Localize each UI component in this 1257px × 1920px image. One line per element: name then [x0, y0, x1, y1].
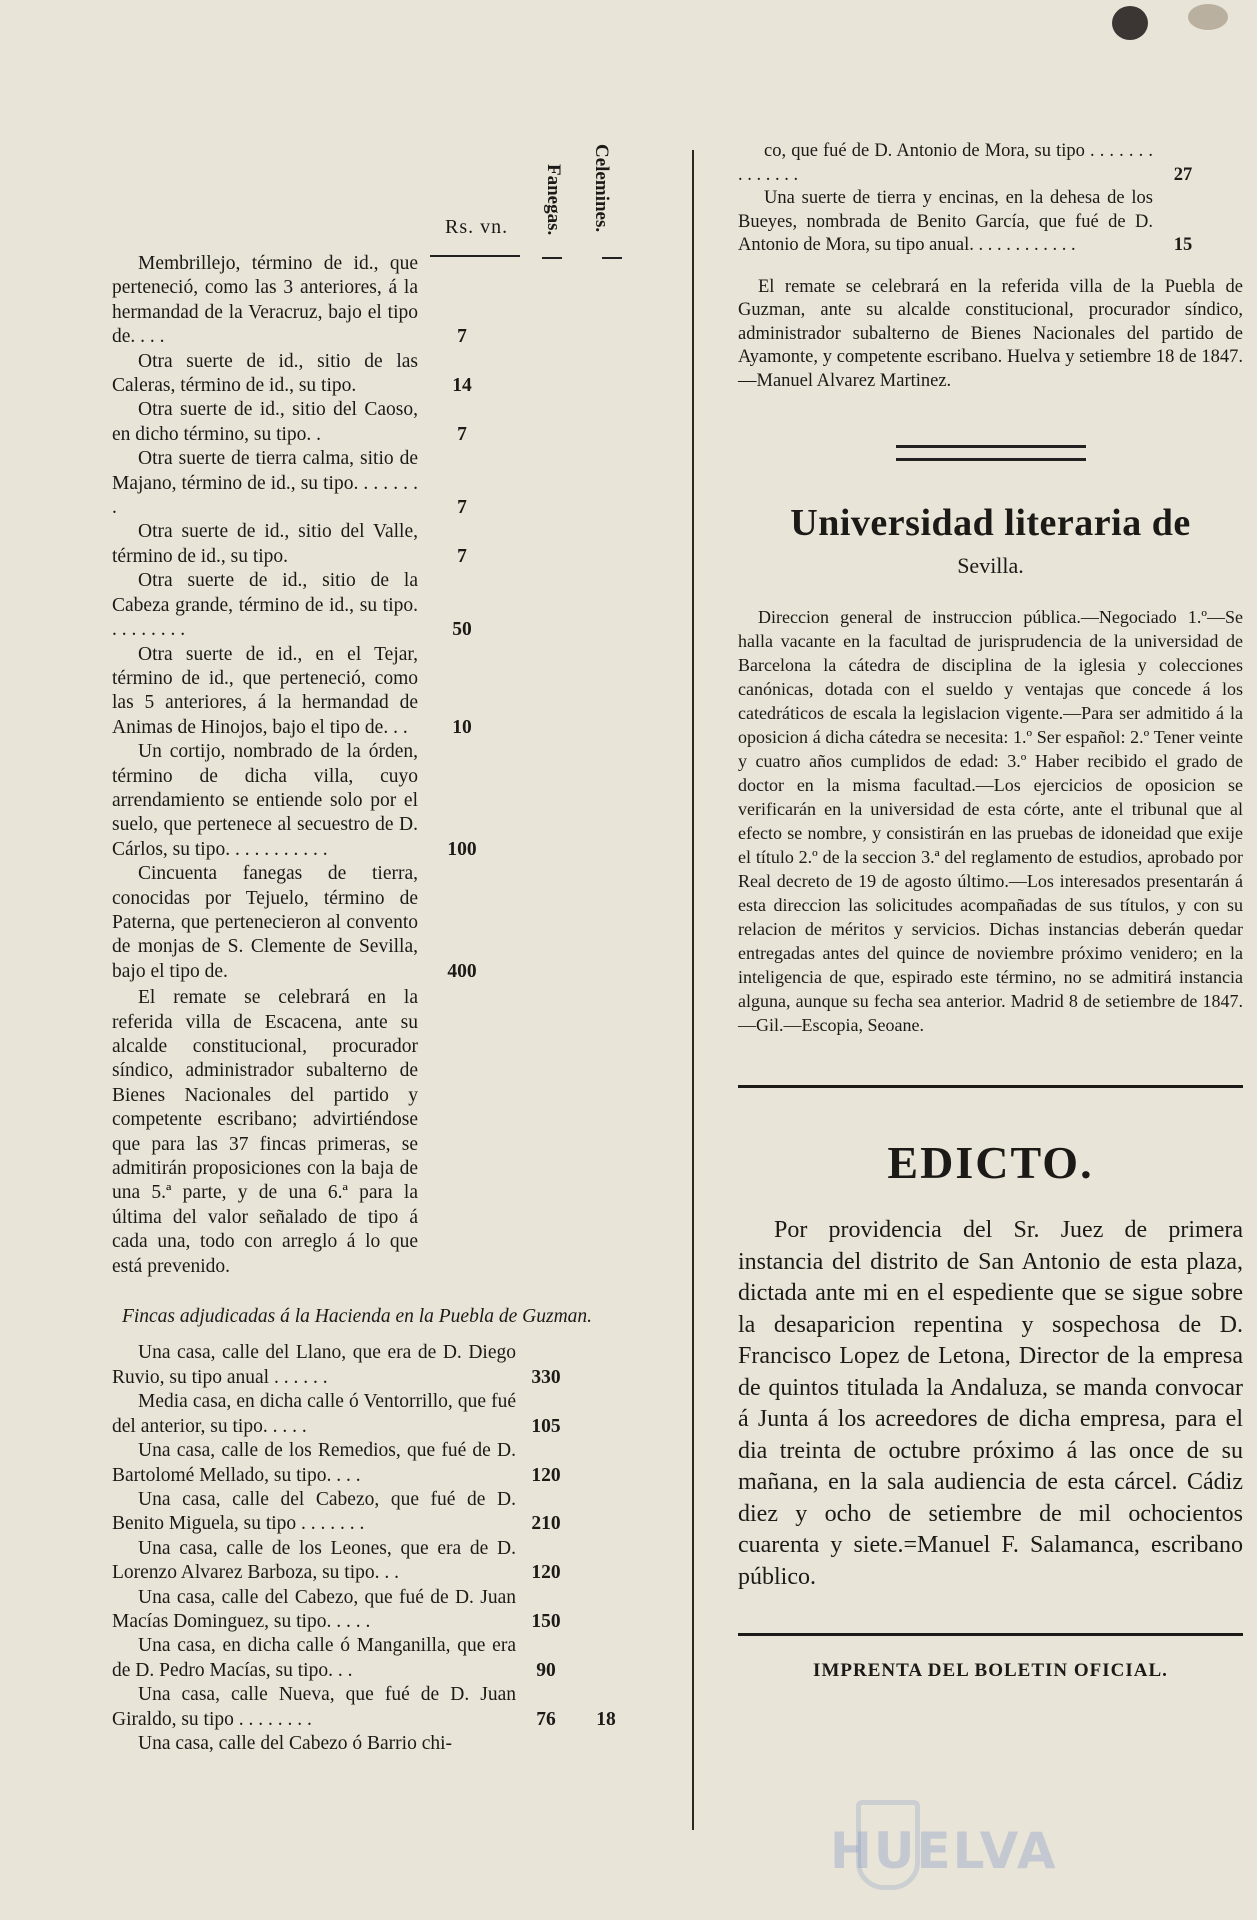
- left-column: [112, 140, 682, 1756]
- table-row: [112, 520, 682, 569]
- property-list: [112, 252, 682, 984]
- table-row: [112, 1488, 682, 1537]
- table-row: [112, 350, 682, 399]
- table-row: [112, 1586, 682, 1635]
- row-description: Una casa, calle del Cabezo, que fué de D. Benito Miguela, su tipo . . . . . . .: [112, 1488, 516, 1535]
- row-amount: 27: [1173, 164, 1193, 185]
- table-header: [112, 140, 682, 252]
- row-amount: 7: [457, 497, 467, 519]
- row-amount: 7: [457, 423, 467, 445]
- auction-paragraph-right: El remate se celebrará en la referida villa de la Puebla de Guzman, ante su alcalde constitucional, procurador síndico, administrador subalterno de Bienes Nacionales del partido de Ayamonte, y competente escribano. Huelva y setiembre 18 de 1847.—Manuel Alvarez Martinez.: [738, 276, 1243, 391]
- table-row: [112, 740, 682, 862]
- row-description: Una casa, calle del Llano, que era de D. Diego Ruvio, su tipo anual . . . . . .: [112, 1342, 516, 1388]
- row-amount: 7: [457, 545, 467, 567]
- row-amount: 210: [531, 1513, 561, 1535]
- property-list-2: [112, 1341, 682, 1756]
- column-divider: [692, 150, 694, 1830]
- table-row: [112, 447, 682, 520]
- row-description: Otra suerte de id., en el Tejar, término de id., que perteneció, como las 5 anteriores, á la hermandad de Animas de Hinojos, bajo el tipo de. . .: [112, 643, 418, 738]
- row-description: Una casa, calle del Cabezo ó Barrio chi-: [138, 1732, 453, 1754]
- row-amount: 14: [452, 375, 472, 397]
- header-tick: [602, 257, 622, 259]
- ink-stain: [1112, 6, 1148, 40]
- table-row: [112, 398, 682, 447]
- table-row: [738, 187, 1243, 258]
- edicto-title: EDICTO.: [887, 1137, 1094, 1188]
- row-description: Membrillejo, término de id., que perteneció, como las 3 anteriores, á la hermandad de la Veracruz, bajo el tipo de. . . .: [112, 253, 418, 348]
- row-amount: 10: [452, 716, 472, 738]
- row-amount: 150: [531, 1610, 561, 1632]
- fanegas-column-header: Fanegas.: [543, 164, 564, 236]
- section-subtitle: Fincas adjudicadas á la Hacienda en la Puebla de Guzman.: [121, 1306, 593, 1328]
- row-amount: 120: [531, 1562, 561, 1584]
- row-description: Un cortijo, nombrado de la órden, término de dicha villa, cuyo arrendamiento se entiende solo por el suelo, que pertenece al secuestro de D. Cárlos, su tipo. . . . . . . . . . .: [112, 741, 418, 860]
- row-amount: 120: [531, 1464, 561, 1486]
- row-amount: 90: [536, 1659, 556, 1681]
- row-description: Una casa, en dicha calle ó Manganilla, que era de D. Pedro Macías, su tipo. . .: [112, 1635, 516, 1681]
- property-list-continued: [738, 140, 1243, 258]
- row-amount: 76: [536, 1708, 556, 1730]
- table-row: [738, 140, 1243, 187]
- table-row: [112, 569, 682, 642]
- row-amount: 15: [1173, 235, 1193, 255]
- row-description: Una casa, calle de los Remedios, que fué de D. Bartolomé Mellado, su tipo. . . .: [112, 1440, 516, 1486]
- archive-watermark: HUELVA: [830, 1822, 1058, 1880]
- university-title: Universidad literaria de: [790, 502, 1191, 544]
- row-description: Cincuenta fanegas de tierra, conocidas por Tejuelo, término de Paterna, que pertenecieron al convento de monjas de S. Clemente de Sevilla, bajo el tipo de.: [112, 863, 418, 982]
- row-description: Una casa, calle del Cabezo, que fué de D. Juan Macías Dominguez, su tipo. . . . .: [112, 1586, 516, 1632]
- imprenta-footer: IMPRENTA DEL BOLETIN OFICIAL.: [813, 1660, 1168, 1681]
- row-description: co, que fué de D. Antonio de Mora, su tipo . . . . . . . . . . . . . .: [738, 141, 1153, 185]
- row-description: Otra suerte de id., sitio de la Cabeza grande, término de id., su tipo. . . . . . . . .: [112, 570, 418, 641]
- table-row: [112, 862, 682, 984]
- table-row: [112, 1732, 682, 1756]
- row-celemines: 18: [596, 1708, 616, 1730]
- table-row: [112, 1537, 682, 1586]
- row-description: Una casa, calle de los Leones, que era de D. Lorenzo Alvarez Barboza, su tipo. . .: [112, 1537, 516, 1584]
- university-notice: Direccion general de instruccion pública.—Negociado 1.º—Se halla vacante en la facultad de jurisprudencia de la universidad de Barcelona la cátedra de disciplina de la iglesia y colecciones canónicas, dotada con el sueldo y ventajas que concede á los catedráticos de escala la legislacion vigente.—Para ser admitido á la oposicion á dicha cátedra se necesita: 1.º Ser español: 2.º Tener veinte y cuatro años cumplidos de edad: 3.º Haber recibido el grado de doctor en la misma facultad.—Los ejercicios de oposicion se verificarán en la universidad de esta córte, ante el tribunal que al efecto se nombre, y consistirán en las pruebas de idoneidad que exije el título 2.º de la seccion 3.ª del reglamento de estudios, aprobado por Real decreto de 19 de agosto último.—Los interesados presentarán á esta direccion las solicitudes acompañadas de sus títulos, y con su relacion de méritos y servicios. Dichas instancias deberán quedar entregadas antes del quince de noviembre próximo venidero; en la inteligencia de que, espirado este término, no se admitirá instancia alguna, aunque su fecha sea anterior. Madrid 8 de setiembre de 1847.—Gil.—Escopia, Seoane.: [738, 607, 1243, 1035]
- row-description: Una suerte de tierra y encinas, en la dehesa de los Bueyes, nombrada de Benito García, que fué de D. Antonio de Mora, su tipo anual. . . . . . . . . . . .: [738, 188, 1153, 255]
- row-description: Media casa, en dicha calle ó Ventorrillo, que fué del anterior, su tipo. . . . .: [112, 1391, 516, 1437]
- header-tick: [542, 257, 562, 259]
- row-description: Otra suerte de id., sitio del Valle, término de id., su tipo.: [112, 521, 418, 567]
- row-amount: 330: [531, 1366, 561, 1388]
- section-divider: [738, 1085, 1243, 1088]
- table-row: [112, 1390, 682, 1439]
- header-rule: [430, 255, 520, 257]
- university-subtitle: Sevilla.: [957, 553, 1024, 578]
- table-row: [112, 643, 682, 741]
- ornament-rule: [896, 445, 1086, 461]
- row-description: Otra suerte de id., sitio de las Caleras, término de id., su tipo.: [112, 350, 418, 397]
- table-row: [112, 1341, 682, 1390]
- auction-paragraph: El remate se celebrará en la referida villa de Escacena, ante su alcalde constitucional, procurador síndico, administrador subalterno de Bienes Nacionales del partido y competente escribano; advirtiéndose que para las 37 fincas primeras, se admitirán proposiciones con la baja de una 5.ª parte, y de una 6.ª para la última del valor señalado de tipo á cada una, todo con arreglo á lo que está prevenido.: [112, 987, 418, 1277]
- row-description: Otra suerte de tierra calma, sitio de Majano, término de id., su tipo. . . . . . . .: [112, 448, 418, 519]
- table-row: [112, 1683, 682, 1732]
- footer-divider: [738, 1633, 1243, 1636]
- table-row: [112, 1439, 682, 1488]
- edicto-body: Por providencia del Sr. Juez de primera instancia del distrito de San Antonio de esta plaza, dictada ante mi en el espediente que se sigue sobre la desaparicion repentina y sospechosa de D. Francisco Lopez de Letona, Director de la empresa de quintos titulada la Andaluza, se manda convocar á Junta á los acreedores de dicha empresa, para el dia treinta de octubre próximo á las once de su mañana, en la sala audiencia de esta cárcel. Cádiz diez y ocho de setiembre de mil ochocientos cuarenta y siete.=Manuel F. Salamanca, escribano público.: [738, 1217, 1243, 1590]
- ink-stain: [1188, 4, 1228, 30]
- celemines-column-header: Celemines.: [591, 144, 612, 233]
- row-amount: 7: [457, 326, 467, 348]
- row-description: Una casa, calle Nueva, que fué de D. Juan Giraldo, su tipo . . . . . . . .: [112, 1684, 516, 1730]
- row-amount: 100: [447, 838, 477, 860]
- row-description: Otra suerte de id., sitio del Caoso, en dicho término, su tipo. .: [112, 399, 418, 445]
- row-amount: 50: [452, 619, 472, 641]
- table-row: [112, 252, 682, 350]
- row-amount: 105: [531, 1415, 561, 1437]
- row-amount: 400: [447, 960, 477, 982]
- table-row: [112, 1634, 682, 1683]
- right-column: [738, 140, 1243, 1682]
- amount-column-header: Rs. vn.: [445, 216, 509, 238]
